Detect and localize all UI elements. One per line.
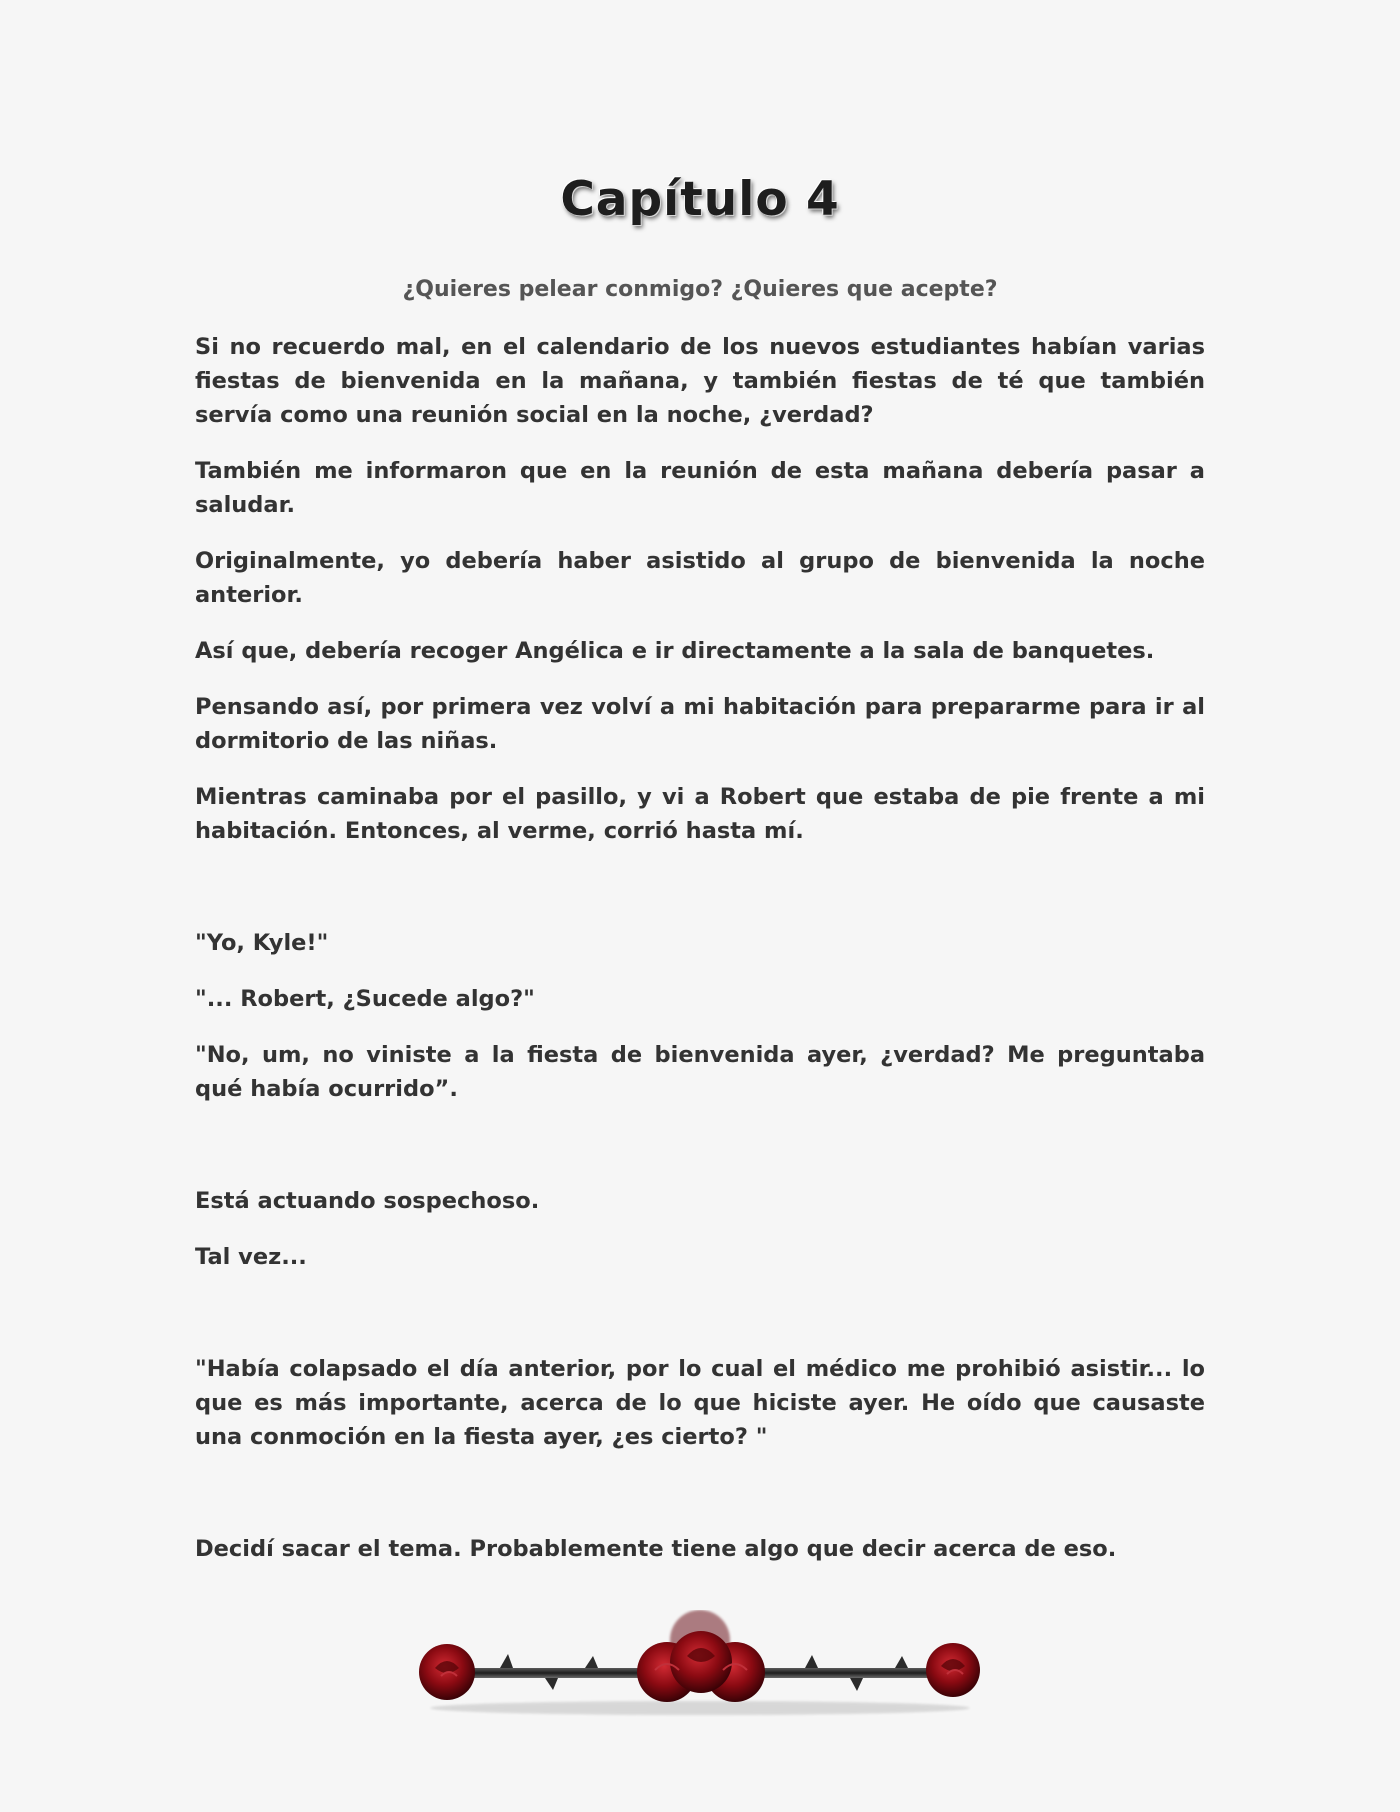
book-page <box>195 0 1205 1812</box>
chapter-body <box>195 330 1205 1588</box>
paragraph: Originalmente, yo debería haber asistido al grupo de bienvenida la noche anterior. <box>195 548 1205 608</box>
chapter-title: Capítulo 4 <box>560 172 840 227</box>
paragraph: Está actuando sospechoso. <box>195 1188 540 1214</box>
paragraph: Mientras caminaba por el pasillo, y vi a Robert que estaba de pie frente a mi habitación. Entonces, al verme, corrió hasta mí. <box>195 784 1205 844</box>
paragraph: También me informaron que en la reunión de esta mañana debería pasar a saludar. <box>195 458 1205 518</box>
rose-divider-icon <box>405 1610 995 1720</box>
paragraph: Así que, debería recoger Angélica e ir directamente a la sala de banquetes. <box>195 638 1155 664</box>
chapter-subtitle: ¿Quieres pelear conmigo? ¿Quieres que acepte? <box>402 277 998 302</box>
dialogue-line: "Yo, Kyle!" <box>195 930 329 956</box>
paragraph: Decidí sacar el tema. Probablemente tiene algo que decir acerca de eso. <box>195 1536 1117 1562</box>
paragraph: Si no recuerdo mal, en el calendario de los nuevos estudiantes habían varias fiestas de bienvenida en la mañana, y también fiestas de té que también servía como una reunión social en la noche, ¿verdad? <box>195 334 1205 428</box>
dialogue-line: "Había colapsado el día anterior, por lo cual el médico me prohibió asistir... lo que es más importante, acerca de lo que hiciste ayer. He oído que causaste una conmoción en la fiesta ayer, ¿es cierto? " <box>195 1356 1205 1450</box>
paragraph: Pensando así, por primera vez volví a mi habitación para prepararme para ir al dormitorio de las niñas. <box>195 694 1205 754</box>
dialogue-line: "No, um, no viniste a la fiesta de bienvenida ayer, ¿verdad? Me preguntaba qué había ocurrido”. <box>195 1042 1205 1102</box>
dialogue-line: "... Robert, ¿Sucede algo?" <box>195 986 535 1012</box>
paragraph: Tal vez... <box>195 1244 307 1270</box>
